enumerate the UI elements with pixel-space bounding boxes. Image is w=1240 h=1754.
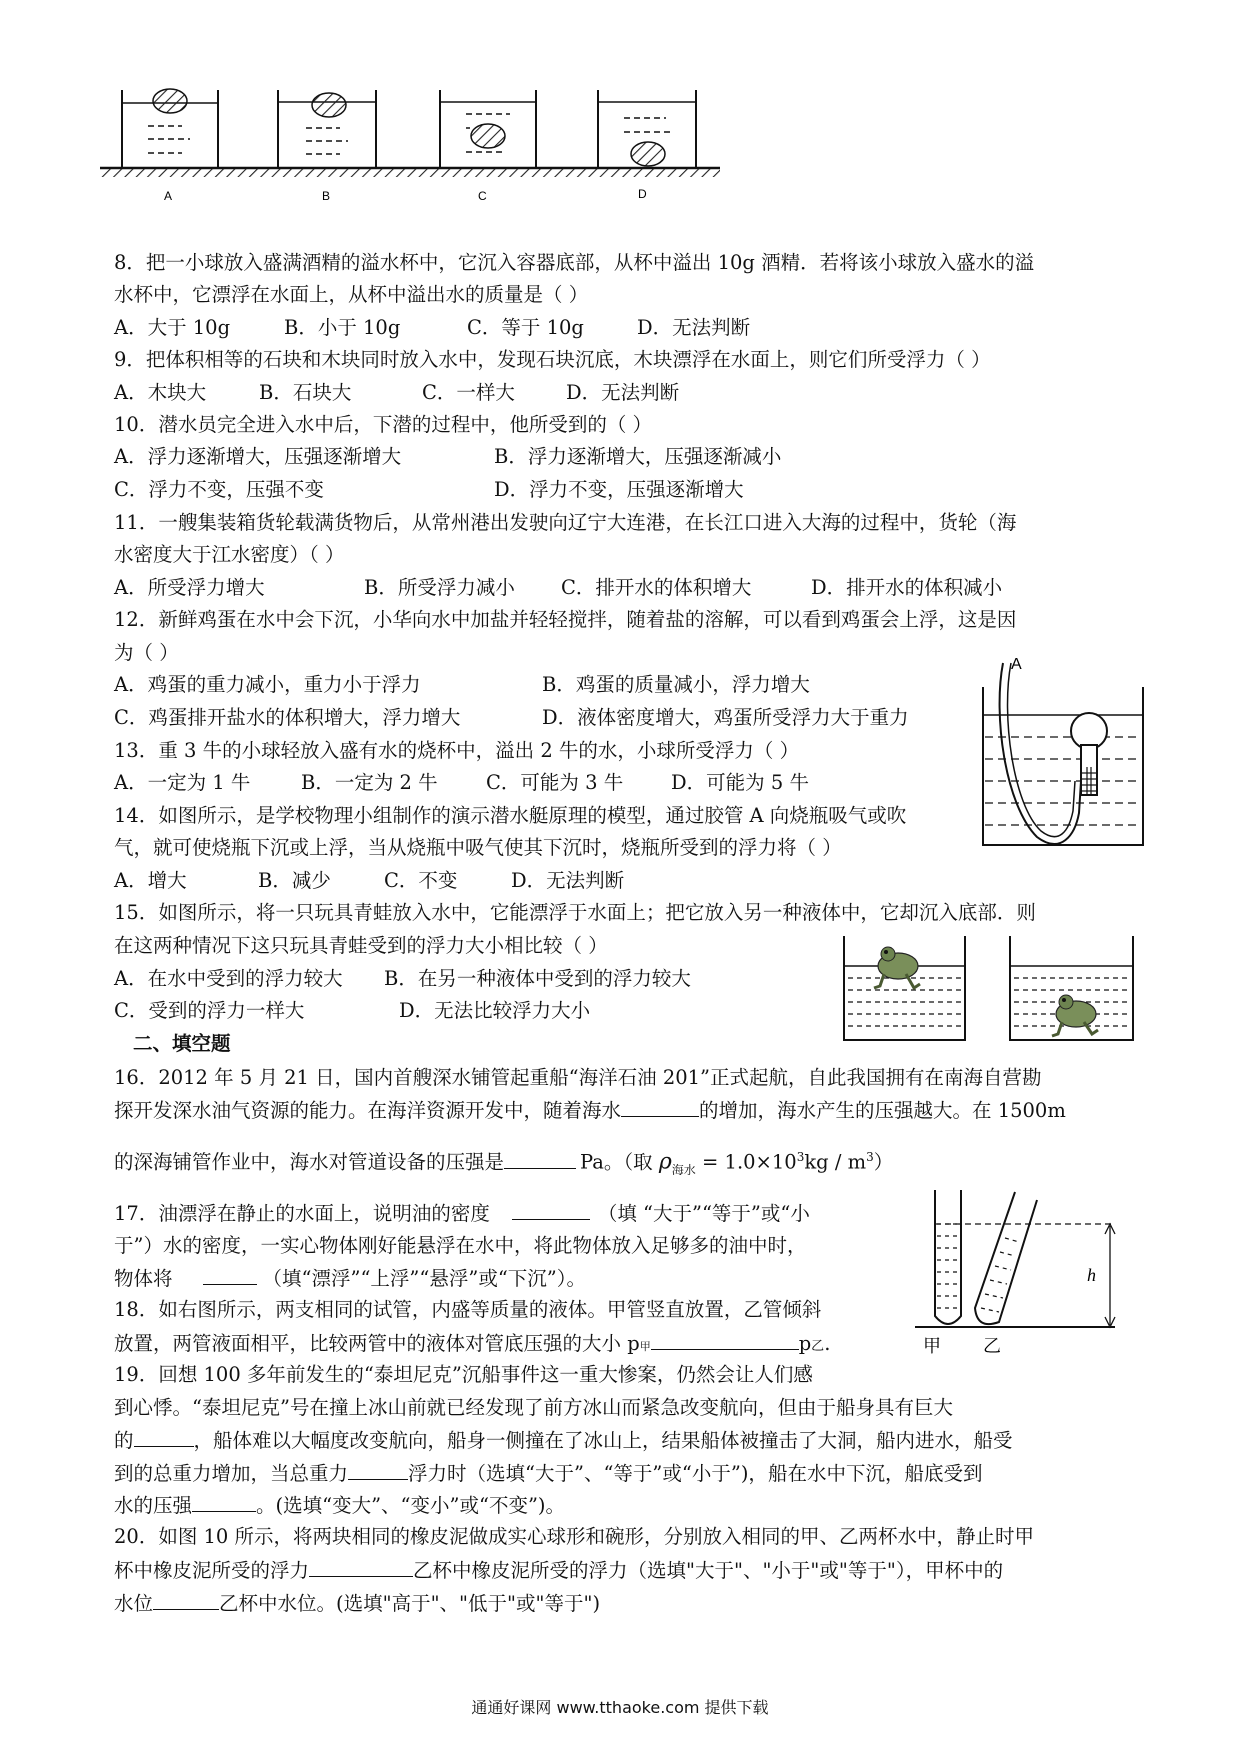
frog-icon (874, 947, 920, 988)
beaker-liquid-frog-sunk (1010, 936, 1133, 1040)
q16-blank-2[interactable] (504, 1148, 576, 1169)
q12-line2: 为（ ） (114, 641, 179, 664)
beaker-label-b: B (322, 189, 331, 203)
q15-option-c: C．受到的浮力一样大 (114, 999, 305, 1022)
beaker-b (278, 90, 376, 168)
q13-options (114, 769, 809, 797)
q17-blank-2[interactable] (203, 1264, 257, 1285)
q14-option-c: C．不变 (384, 869, 458, 892)
formula-exp: 3 (796, 1150, 805, 1164)
q17-blank-1[interactable] (512, 1199, 590, 1220)
q11-option-a: A．所受浮力增大 (114, 576, 265, 599)
q10-options-row2 (114, 476, 744, 504)
q17-line3-part2: （填“漂浮”“上浮”“悬浮”或“下沉”）。 (262, 1267, 587, 1290)
q19-line4-part1: 到的总重力增加，当总重力 (114, 1462, 349, 1485)
q16-line3-part1: 的深海铺管作业中，海水对管道设备的压强是 (114, 1150, 505, 1174)
q16-line1: 16．2012 年 5 月 21 日，国内首艘深水铺管起重船“海洋石油 201”正式起航，自此我国拥有在南海自营勘 (114, 1066, 1042, 1089)
q15-line2: 在这两种情况下这只玩具青蛙受到的浮力大小相比较（ ） (114, 934, 608, 957)
beaker-label-c: C (478, 189, 487, 203)
q13-line1: 13．重 3 牛的小球轻放入盛有水的烧杯中，溢出 2 牛的水，小球所受浮力（ ） (114, 739, 800, 762)
q18-line2-end: . (824, 1332, 831, 1355)
q18-line2-part1: 放置，两管液面相平，比较两管中的液体对管底压强的大小 p (114, 1332, 640, 1355)
test-tubes-figure (915, 1180, 1140, 1355)
q17-line3 (114, 1264, 586, 1293)
q12-options-row1 (114, 671, 810, 699)
q12-option-c: C．鸡蛋排开盐水的体积增大，浮力增大 (114, 706, 461, 729)
q11-options (114, 574, 1002, 602)
beaker-c (440, 90, 536, 168)
q19-blank-3[interactable] (192, 1491, 256, 1512)
q16-blank-1[interactable] (621, 1096, 699, 1117)
q20-line3-part2: 乙杯中水位。(选填"高于"、"低于"或"等于") (219, 1592, 601, 1615)
q9-options (114, 379, 679, 407)
formula-sub-seawater: 海水 (671, 1162, 696, 1177)
q10-option-a: A．浮力逐渐增大，压强逐渐增大 (114, 445, 402, 468)
q14-options (114, 867, 624, 895)
submarine-model-figure (975, 655, 1150, 855)
q19-line3 (114, 1426, 1013, 1455)
q19-line2: 到心悸。“泰坦尼克”号在撞上冰山前就已经发现了前方冰山而紧急改变航向，但由于船身具有巨大 (114, 1396, 953, 1419)
q20-line3 (114, 1589, 600, 1618)
q18-sub-yi: 乙 (811, 1339, 825, 1354)
beaker-a (122, 89, 218, 168)
q17-line1-part2: （填 “大于”“等于”或“小 (597, 1202, 810, 1225)
q20-blank-1[interactable] (309, 1556, 413, 1577)
q20-line1: 20．如图 10 所示，将两块相同的橡皮泥做成实心球形和碗形，分别放入相同的甲、乙两杯水中，静止时甲 (114, 1525, 1035, 1548)
q19-line5-part2: 。(选填“变大”、“变小”或“不变”)。 (256, 1494, 566, 1517)
q12-line1: 12．新鲜鸡蛋在水中会下沉，小华向水中加盐并轻轻搅拌，随着盐的溶解，可以看到鸡蛋会上浮，这是因 (114, 608, 1017, 631)
q17-line1 (114, 1199, 810, 1228)
q14-option-b: B．减少 (258, 869, 331, 892)
q20-line2 (114, 1556, 1003, 1585)
formula-close: ） (873, 1150, 894, 1174)
q8-line2: 水杯中，它漂浮在水面上，从杯中溢出水的质量是（ ） (114, 283, 589, 306)
q9-option-c: C．一样大 (422, 381, 515, 404)
q14-option-d: D．无法判断 (511, 869, 625, 892)
q16-line2 (114, 1096, 1066, 1125)
q18-blank[interactable] (651, 1329, 799, 1350)
q9-option-b: B．石块大 (259, 381, 352, 404)
q17-line2: 于”）水的密度，一实心物体刚好能悬浮在水中，将此物体放入足够多的油中时， (114, 1234, 807, 1257)
q14-option-a: A．增大 (114, 869, 187, 892)
q16-line2-part1: 探开发深水油气资源的能力。在海洋资源开发中，随着海水 (114, 1099, 622, 1122)
beaker-d (598, 90, 696, 168)
beaker-label-d: D (638, 187, 647, 201)
q16-line3 (114, 1143, 893, 1179)
q11-line2: 水密度大于江水密度）（ ） (114, 543, 345, 566)
q18-line2 (114, 1329, 830, 1361)
q10-option-c: C．浮力不变，压强不变 (114, 478, 324, 501)
frog-icon (1052, 995, 1098, 1036)
q20-line2-part1: 杯中橡皮泥所受的浮力 (114, 1559, 310, 1582)
q20-line3-part1: 水位 (114, 1592, 154, 1615)
q15-option-b: B．在另一种液体中受到的浮力较大 (384, 967, 691, 990)
q13-option-d: D．可能为 5 牛 (671, 771, 809, 794)
q15-option-d: D．无法比较浮力大小 (399, 999, 591, 1022)
q13-option-a: A．一定为 1 牛 (114, 771, 251, 794)
q19-line4 (114, 1459, 982, 1488)
formula-value: = 1.0×10 (695, 1150, 797, 1174)
q13-option-c: C．可能为 3 牛 (486, 771, 624, 794)
q19-line5 (114, 1491, 565, 1520)
formula-unit: kg / m (804, 1150, 867, 1174)
q8-options (114, 314, 750, 342)
q20-line2-part2: 乙杯中橡皮泥所受的浮力（选填"大于"、"小于"或"等于"），甲杯中的 (413, 1559, 1004, 1582)
q12-option-b: B．鸡蛋的质量减小，浮力增大 (542, 673, 810, 696)
q18-line1: 18．如右图所示，两支相同的试管，内盛等质量的液体。甲管竖直放置，乙管倾斜 (114, 1298, 822, 1321)
q10-option-d: D．浮力不变，压强逐渐增大 (494, 478, 744, 501)
q12-option-a: A．鸡蛋的重力减小，重力小于浮力 (114, 673, 421, 696)
q11-option-d: D．排开水的体积减小 (811, 576, 1003, 599)
q17-line3-part1: 物体将 (114, 1267, 173, 1290)
h-label: h (1087, 1265, 1096, 1285)
q18-sub-jia: 甲 (639, 1340, 651, 1353)
tube-label-jia: 甲 (923, 1336, 941, 1355)
q12-options-row2 (114, 704, 909, 732)
tube-label-a: A (1011, 656, 1022, 673)
q11-option-c: C．排开水的体积增大 (561, 576, 752, 599)
formula-rho: ρ (658, 1149, 672, 1175)
q15-line1: 15．如图所示，将一只玩具青蛙放入水中，它能漂浮于水面上；把它放入另一种液体中，它却沉入底部．则 (114, 901, 1036, 924)
q10-line1: 10．潜水员完全进入水中后，下潜的过程中，他所受到的（ ） (114, 413, 653, 436)
q11-line1: 11．一艘集装箱货轮载满货物后，从常州港出发驶向辽宁大连港，在长江口进入大海的过程中，货轮（海 (114, 511, 1017, 534)
beaker-water-frog-floating (844, 936, 965, 1040)
q19-line4-part2: 浮力时（选填“大于”、“等于”或“小于”)，船在水中下沉，船底受到 (408, 1462, 983, 1485)
formula-exp2: 3 (866, 1150, 874, 1164)
q16-line3-part2: Pa。（取 (580, 1150, 653, 1174)
beakers-figure (100, 88, 720, 218)
q15-options-row1 (114, 965, 691, 993)
q8-option-c: C．等于 10g (467, 316, 584, 339)
q9-line1: 9．把体积相等的石块和木块同时放入水中，发现石块沉底，木块漂浮在水面上，则它们所受浮力（ ） (114, 348, 991, 371)
q19-line1: 19．回想 100 多年前发生的“泰坦尼克”沉船事件这一重大惨案，仍然会让人们感 (114, 1363, 813, 1386)
q11-option-b: B．所受浮力减小 (364, 576, 515, 599)
q17-line1-part1: 17．油漂浮在静止的水面上，说明油的密度 (114, 1202, 490, 1225)
q16-line2-part2: 的增加，海水产生的压强越大。在 1500m (699, 1099, 1066, 1122)
q15-option-a: A．在水中受到的浮力较大 (114, 967, 343, 990)
q10-options-row1 (114, 443, 781, 471)
q13-option-b: B．一定为 2 牛 (301, 771, 438, 794)
q9-option-a: A．木块大 (114, 381, 207, 404)
footer-source: 通通好课网 www.tthaoke.com 提供下载 (471, 1698, 769, 1717)
q19-blank-1[interactable] (134, 1426, 194, 1447)
q18-line2-part2: p (798, 1332, 812, 1355)
q19-line3-part1: 的 (114, 1429, 134, 1452)
q8-line1: 8．把一小球放入盛满酒精的溢水杯中，它沉入容器底部，从杯中溢出 10g 酒精．若将该小球放入盛水的溢 (114, 251, 1035, 274)
beaker-label-a: A (164, 189, 173, 203)
q14-line1: 14．如图所示，是学校物理小组制作的演示潜水艇原理的模型，通过胶管 A 向烧瓶吸气或吹 (114, 804, 907, 827)
q20-blank-2[interactable] (153, 1589, 219, 1610)
q10-option-b: B．浮力逐渐增大，压强逐渐减小 (494, 445, 782, 468)
q8-option-b: B．小于 10g (284, 316, 401, 339)
q19-line5-part1: 水的压强 (114, 1494, 193, 1517)
section-title-fill-in: 二、填空题 (133, 1032, 231, 1055)
q19-line3-part2: ，船体难以大幅度改变航向，船身一侧撞在了冰山上，结果船体被撞击了大洞，船内进水，船受 (193, 1429, 1013, 1452)
q8-option-a: A．大于 10g (114, 316, 231, 339)
frog-beakers-figure (840, 928, 1140, 1048)
q12-option-d: D．液体密度增大，鸡蛋所受浮力大于重力 (542, 706, 909, 729)
q8-option-d: D．无法判断 (637, 316, 751, 339)
q19-blank-2[interactable] (348, 1459, 408, 1480)
q9-option-d: D．无法判断 (566, 381, 680, 404)
tube-label-yi: 乙 (983, 1336, 1001, 1355)
q14-line2: 气，就可使烧瓶下沉或上浮，当从烧瓶中吸气使其下沉时，烧瓶所受到的浮力将（ ） (114, 836, 842, 859)
q15-options-row2 (114, 997, 590, 1025)
